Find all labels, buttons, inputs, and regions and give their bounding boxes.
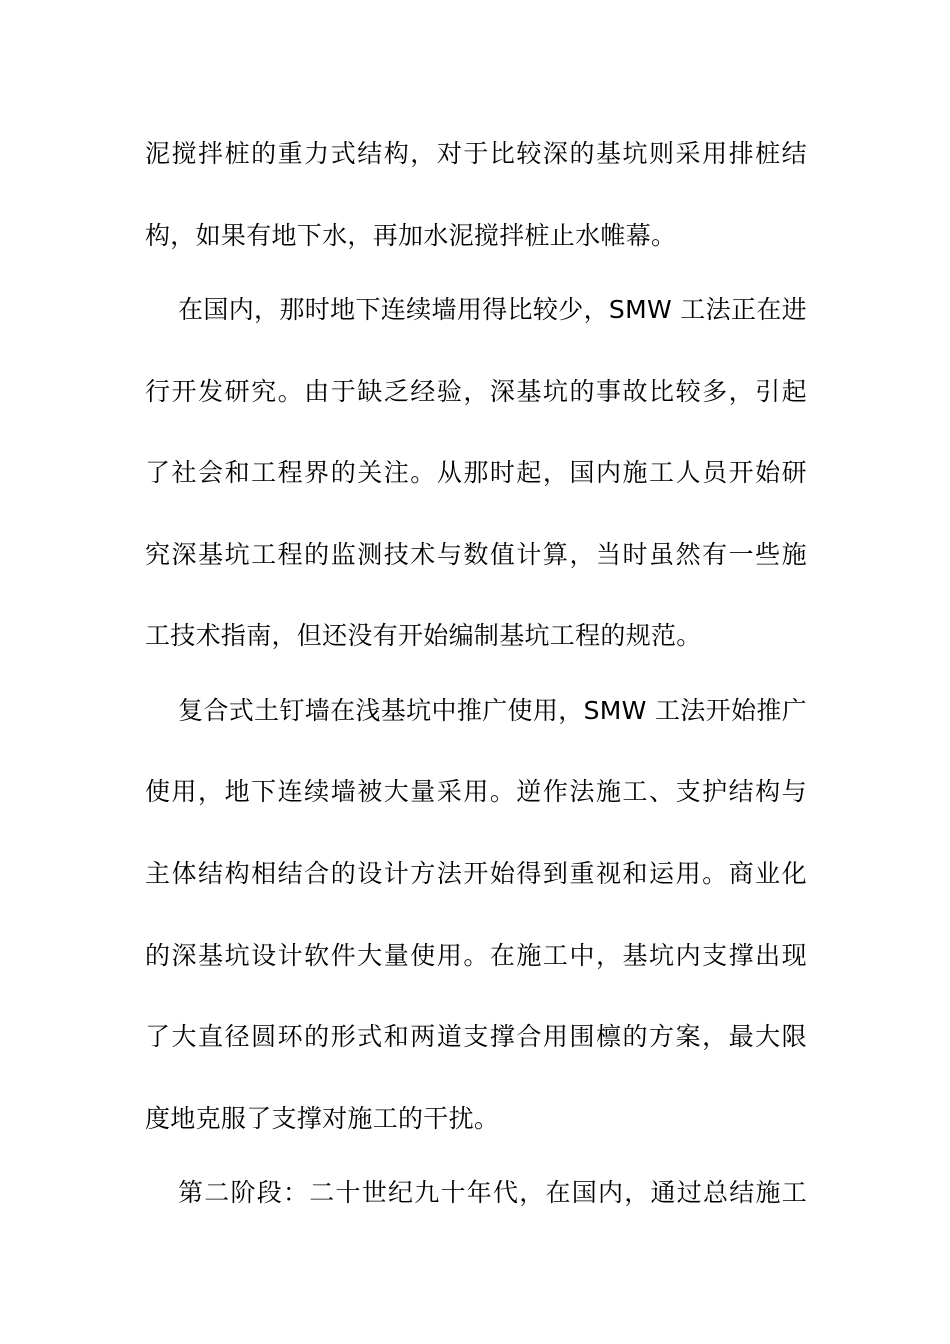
text-line: 在国内，那时地下连续墙用得比较少，SMW 工法正在进 bbox=[178, 295, 807, 324]
text-line: 工技术指南，但还没有开始编制基坑工程的规范。 bbox=[145, 621, 702, 650]
text-line: 行开发研究。由于缺乏经验，深基坑的事故比较多，引起 bbox=[145, 377, 807, 406]
text-line: 了社会和工程界的关注。从那时起，国内施工人员开始研 bbox=[145, 458, 807, 487]
text-line: 度地克服了支撑对施工的干扰。 bbox=[145, 1104, 500, 1133]
text-line: 了大直径圆环的形式和两道支撑合用围檩的方案，最大限 bbox=[145, 1022, 807, 1051]
text-line: 使用，地下连续墙被大量采用。逆作法施工、支护结构与 bbox=[145, 777, 807, 806]
text-line: 的深基坑设计软件大量使用。在施工中，基坑内支撑出现 bbox=[145, 941, 807, 970]
text-line: 究深基坑工程的监测技术与数值计算，当时虽然有一些施 bbox=[145, 540, 807, 569]
text-line: 泥搅拌桩的重力式结构，对于比较深的基坑则采用排桩结 bbox=[145, 139, 807, 168]
text-line: 构，如果有地下水，再加水泥搅拌桩止水帷幕。 bbox=[145, 221, 677, 250]
text-line: 第二阶段：二十世纪九十年代，在国内，通过总结施工 bbox=[178, 1178, 807, 1207]
text-line: 主体结构相结合的设计方法开始得到重视和运用。商业化 bbox=[145, 859, 807, 888]
text-line: 复合式土钉墙在浅基坑中推广使用，SMW 工法开始推广 bbox=[178, 696, 807, 725]
